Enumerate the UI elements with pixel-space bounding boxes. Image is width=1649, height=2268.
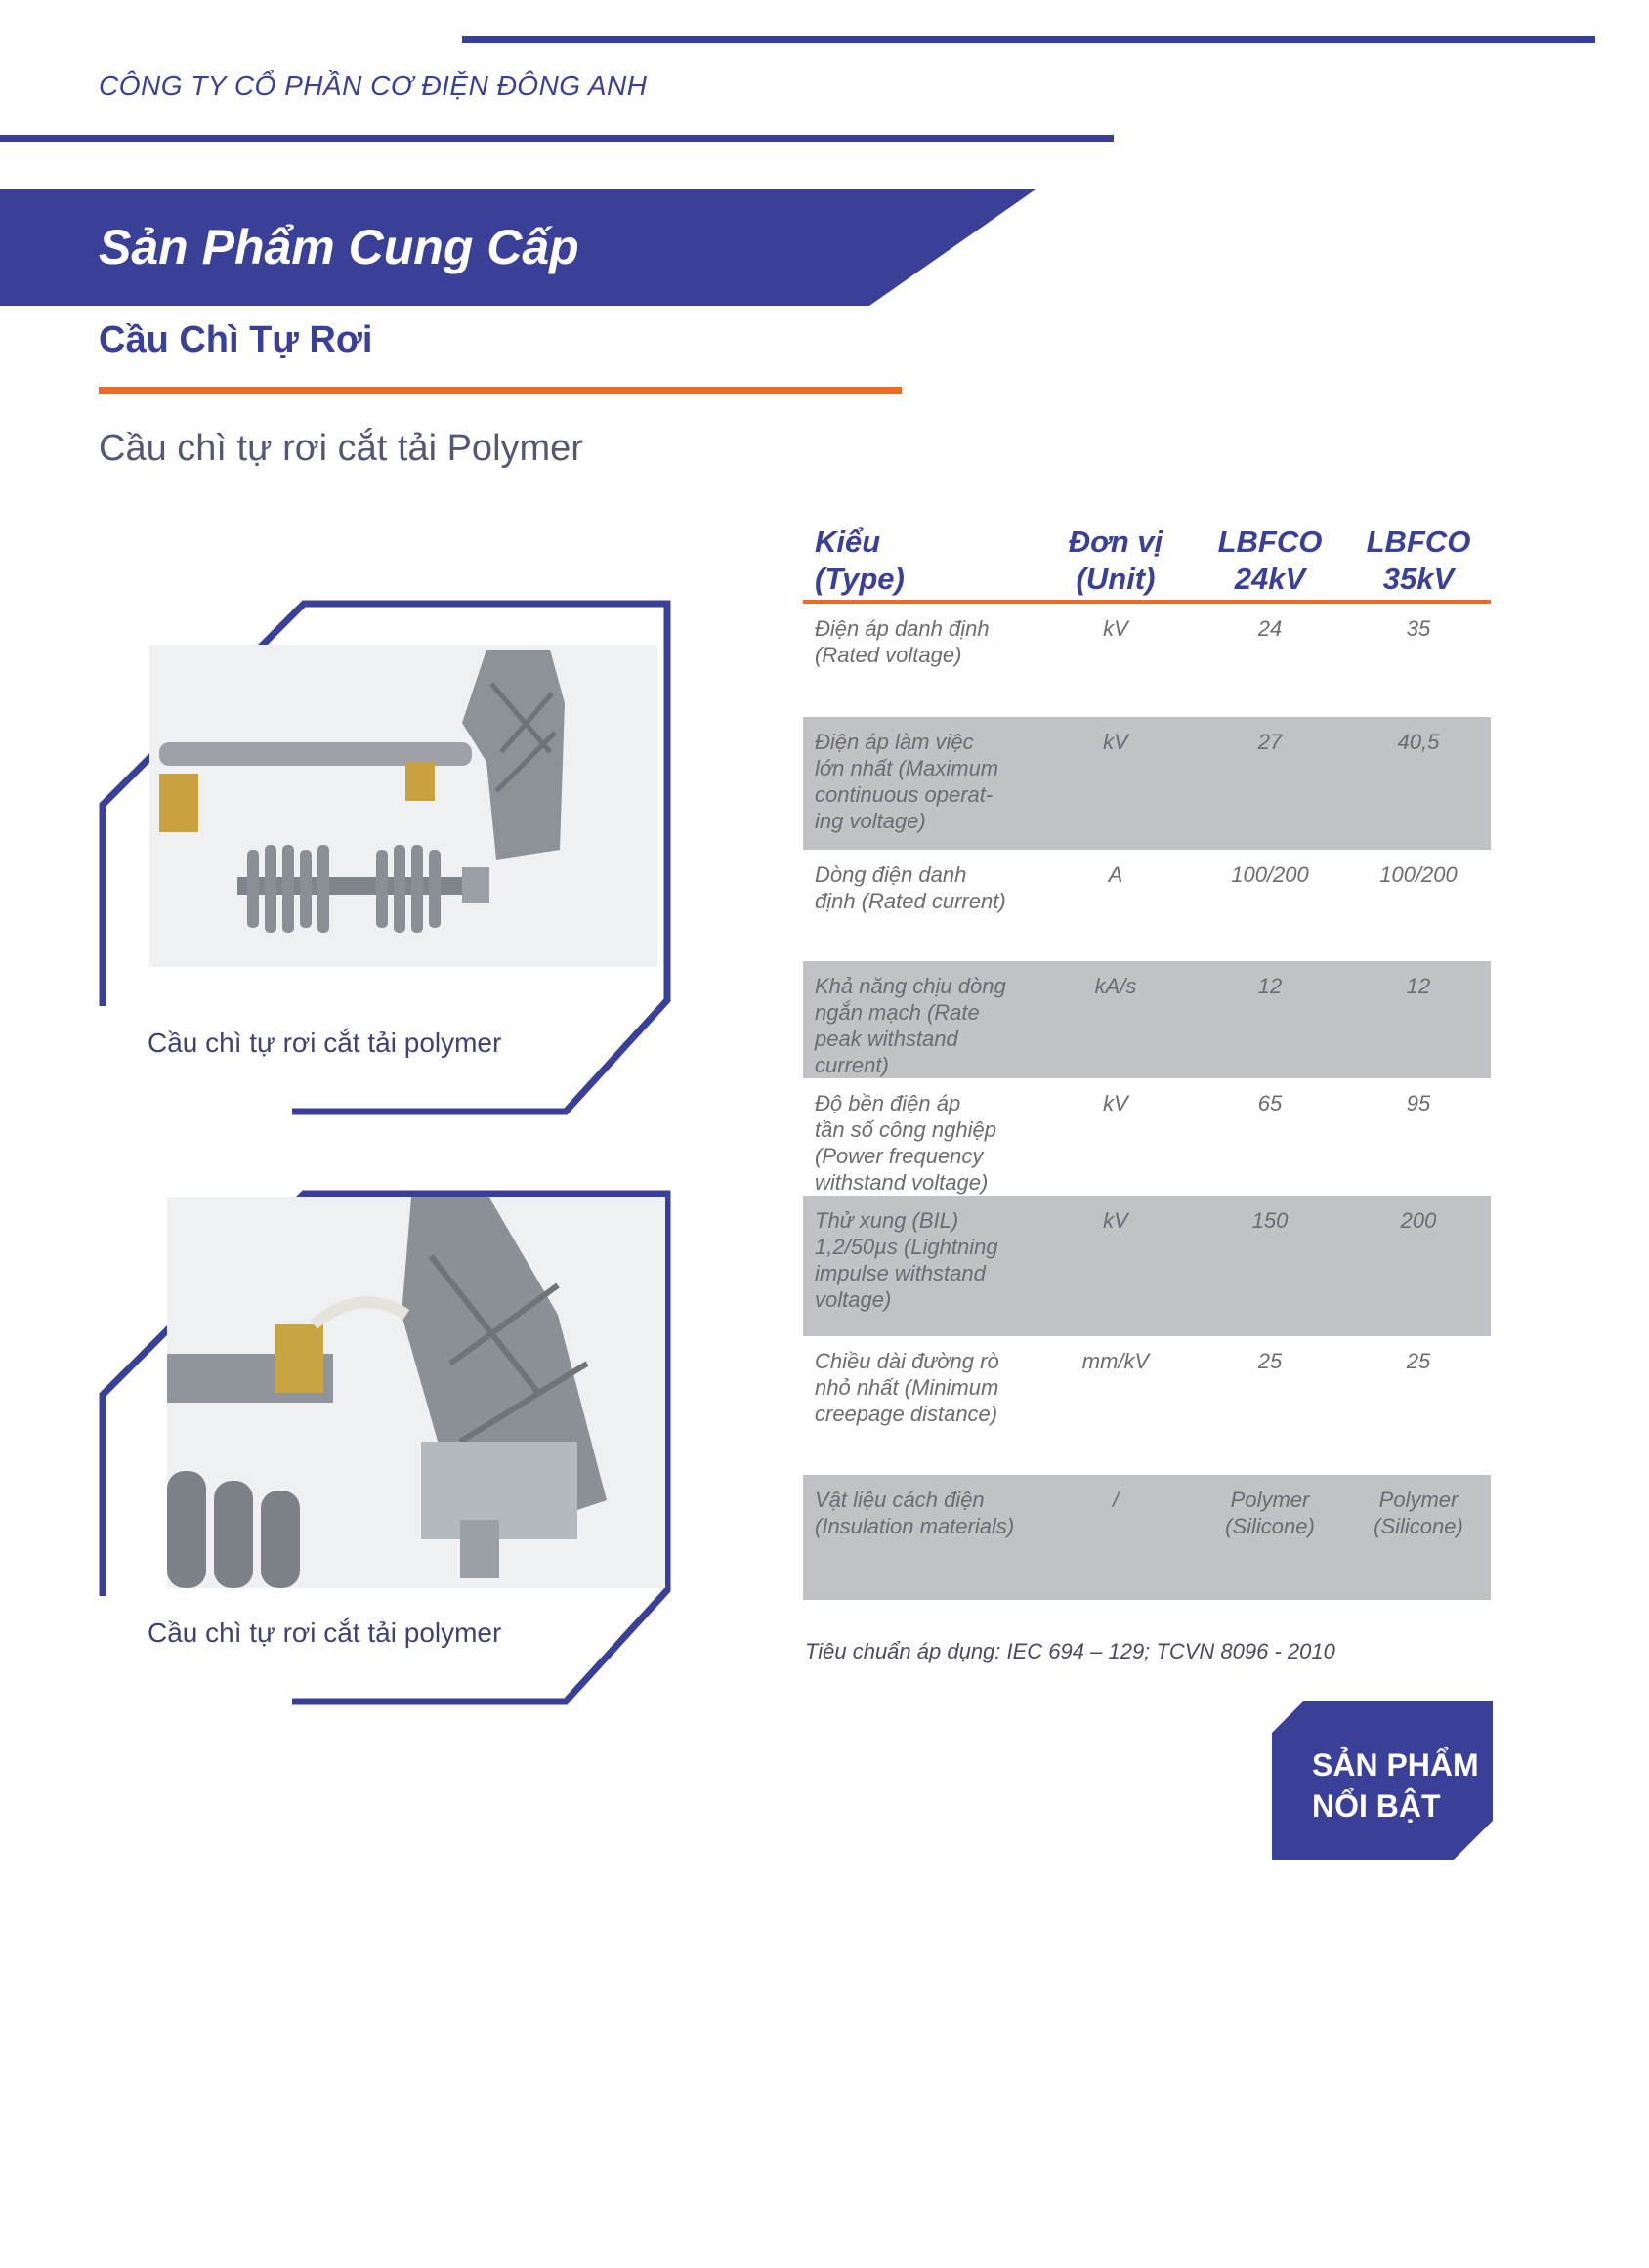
- fuse-cutout-photo-2: [167, 1197, 665, 1588]
- product-image-frame-2: [99, 1190, 671, 1707]
- section-heading: Cầu Chì Tự Rơi: [99, 319, 373, 360]
- row-param: Điện áp danh định (Rated voltage): [815, 616, 990, 667]
- row-value-24kv: 27: [1257, 730, 1283, 754]
- product-image-frame-1: [99, 600, 671, 1117]
- row-param: Điện áp làm việc lớn nhất (Maximum continuous operat- ing voltage): [815, 730, 999, 833]
- row-param: Độ bền điện áp tần số công nghiệp (Power frequency withstand voltage): [815, 1091, 996, 1195]
- table-row: [803, 1336, 1491, 1475]
- row-unit: kV: [1103, 1208, 1128, 1233]
- row-value-35kv: 100/200: [1379, 862, 1458, 887]
- table-row: [803, 1196, 1491, 1336]
- row-unit: kV: [1103, 616, 1128, 641]
- row-unit: /: [1112, 1488, 1120, 1512]
- header-type: Kiểu (Type): [815, 525, 905, 596]
- row-param: Thử xung (BIL) 1,2/50µs (Lightning impulse withstand voltage): [815, 1208, 998, 1312]
- header-unit: Đơn vị (Unit): [1068, 525, 1163, 596]
- row-unit: kV: [1103, 730, 1128, 754]
- table-row: [803, 1475, 1491, 1600]
- company-rule: [0, 135, 1114, 142]
- table-row: [803, 850, 1491, 961]
- row-param: Chiều dài đường rò nhỏ nhất (Minimum creepage distance): [815, 1349, 999, 1426]
- row-unit: kV: [1103, 1091, 1128, 1115]
- row-value-24kv: 150: [1251, 1208, 1289, 1233]
- row-value-35kv: 12: [1406, 974, 1431, 998]
- row-value-35kv: Polymer (Silicone): [1374, 1488, 1463, 1538]
- top-rule: [462, 36, 1595, 43]
- row-unit: mm/kV: [1081, 1349, 1150, 1373]
- badge-line-2: NỔI BẬT: [1312, 1788, 1441, 1824]
- row-value-24kv: Polymer (Silicone): [1225, 1488, 1315, 1538]
- badge-line-1: SẢN PHẨM: [1312, 1747, 1479, 1783]
- table-row: [803, 717, 1491, 850]
- header-lbfco-35kv: LBFCO 35kV: [1366, 525, 1471, 596]
- table-row: [803, 961, 1491, 1078]
- row-unit: A: [1108, 862, 1123, 887]
- table-row: [803, 604, 1491, 717]
- company-name: CÔNG TY CỔ PHẦN CƠ ĐIỆN ĐÔNG ANH: [99, 70, 648, 101]
- spec-table-header: [803, 518, 1491, 604]
- row-value-35kv: 95: [1406, 1091, 1431, 1115]
- row-value-24kv: 25: [1257, 1349, 1283, 1373]
- row-value-24kv: 65: [1257, 1091, 1283, 1115]
- row-value-24kv: 12: [1257, 974, 1283, 998]
- banner-title: Sản Phẩm Cung Cấp: [99, 220, 579, 274]
- applied-standard: Tiêu chuẩn áp dụng: IEC 694 – 129; TCVN 8096 - 2010: [805, 1639, 1335, 1663]
- row-param: Khả năng chịu dòng ngắn mạch (Rate peak withstand current): [815, 974, 1006, 1077]
- section-rule: [99, 387, 902, 394]
- table-row: [803, 1078, 1491, 1196]
- row-value-24kv: 100/200: [1231, 862, 1309, 887]
- featured-badge-text: [1312, 1744, 1479, 1827]
- row-value-35kv: 40,5: [1397, 730, 1440, 754]
- row-param: Vật liệu cách điện (Insulation materials): [815, 1488, 1015, 1538]
- row-value-35kv: 200: [1400, 1208, 1437, 1233]
- header-lbfco-24kv: LBFCO 24kV: [1217, 525, 1323, 596]
- image-caption-1: Cầu chì tự rơi cắt tải polymer: [148, 1028, 502, 1058]
- row-param: Dòng điện danh định (Rated current): [815, 862, 1006, 913]
- product-title: Cầu chì tự rơi cắt tải Polymer: [99, 428, 583, 469]
- row-value-35kv: 35: [1406, 616, 1431, 641]
- row-value-24kv: 24: [1257, 616, 1283, 641]
- image-caption-2: Cầu chì tự rơi cắt tải polymer: [148, 1617, 502, 1648]
- row-value-35kv: 25: [1406, 1349, 1431, 1373]
- fuse-cutout-photo-1: [149, 645, 657, 967]
- row-unit: kA/s: [1094, 974, 1137, 998]
